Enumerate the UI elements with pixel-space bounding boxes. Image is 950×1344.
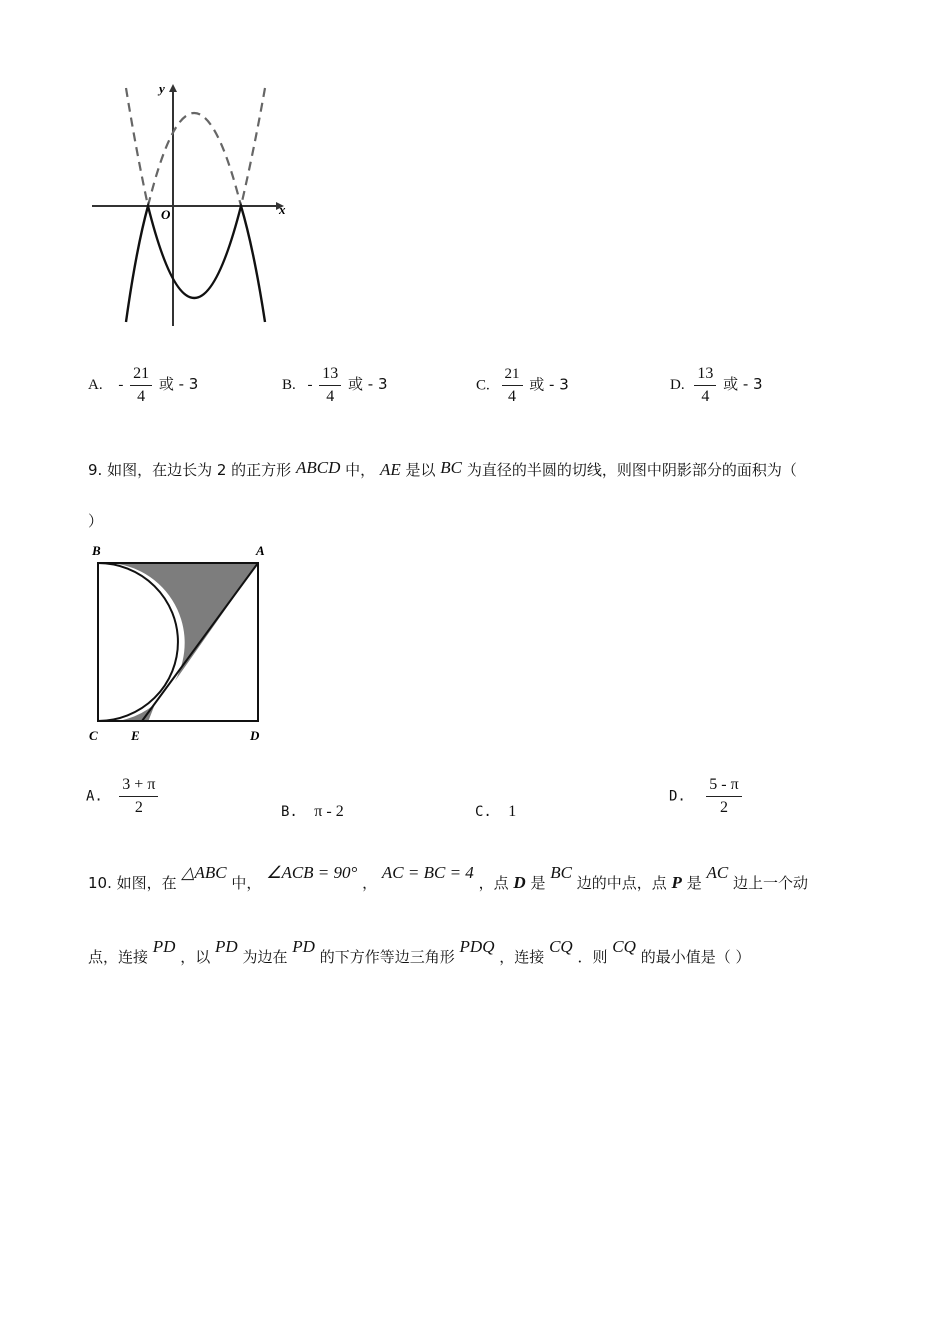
label-b: B: [92, 543, 101, 558]
fraction: $\frac{21}{4}$: [130, 365, 152, 406]
q8-option-b[interactable]: B. - $\frac{13}{4}$ 或 - 3: [282, 365, 388, 405]
dashed-parabola-down: [148, 113, 241, 206]
solid-curve: [126, 206, 265, 322]
label-c: C: [89, 728, 98, 743]
shaded-region-upper: [100, 563, 258, 681]
fraction: $\frac{13}{4}$: [694, 365, 716, 406]
dashed-parabola-up-left: [126, 88, 148, 206]
q9-option-b[interactable]: B. π - 2: [281, 803, 344, 820]
label-e: E: [131, 728, 140, 743]
label-a: A: [256, 543, 265, 558]
fraction: $\frac{5 - \pi}{2}$: [706, 776, 741, 817]
q10-question-line1: 10. 如图，在 △ABC 中， ∠ACB = 90° ， AC = BC = 4 ，点 D 是 BC 边的中点，点 P 是 AC 边上一个动: [88, 863, 809, 892]
parabola-graph: [85, 78, 305, 333]
square-semicircle-figure: [85, 540, 270, 745]
y-axis-label: y: [159, 81, 165, 96]
q9-question: 9. 如图，在边长为 2 的正方形 ABCD 中， AE 是以 BC 为直径的半圆的切线，则图中阴影部分的面积为（: [88, 458, 797, 479]
q8-option-c[interactable]: C. $\frac{21}{4}$ 或 - 3: [476, 366, 569, 405]
dashed-parabola-up-right: [241, 88, 265, 206]
q10-question-line2: 点，连接 PD ，以 PD 为边在 PD 的下方作等边三角形 PDQ ，连接 CQ ．则 CQ 的最小值是（ ）: [88, 937, 751, 966]
q8-option-d[interactable]: D. $\frac{13}{4}$ 或 - 3: [670, 365, 763, 405]
q9-option-a[interactable]: A. $\frac{3 + \pi}{2}$: [86, 776, 161, 817]
fraction: $\frac{21}{4}$: [502, 366, 523, 406]
fraction: $\frac{3 + \pi}{2}$: [119, 776, 158, 817]
origin-label: O: [161, 207, 171, 222]
q9-question-cont: ）: [88, 512, 104, 530]
label-d: D: [250, 728, 260, 743]
q9-option-d[interactable]: D. $\frac{5 - \pi}{2}$: [669, 776, 745, 817]
fraction: $\frac{13}{4}$: [319, 365, 341, 406]
q9-option-c[interactable]: C. 1: [475, 803, 517, 820]
x-axis-label: x: [279, 202, 286, 217]
q8-option-a[interactable]: A. - $\frac{21}{4}$ 或 - 3: [88, 365, 199, 405]
y-axis-arrow: [169, 84, 177, 92]
